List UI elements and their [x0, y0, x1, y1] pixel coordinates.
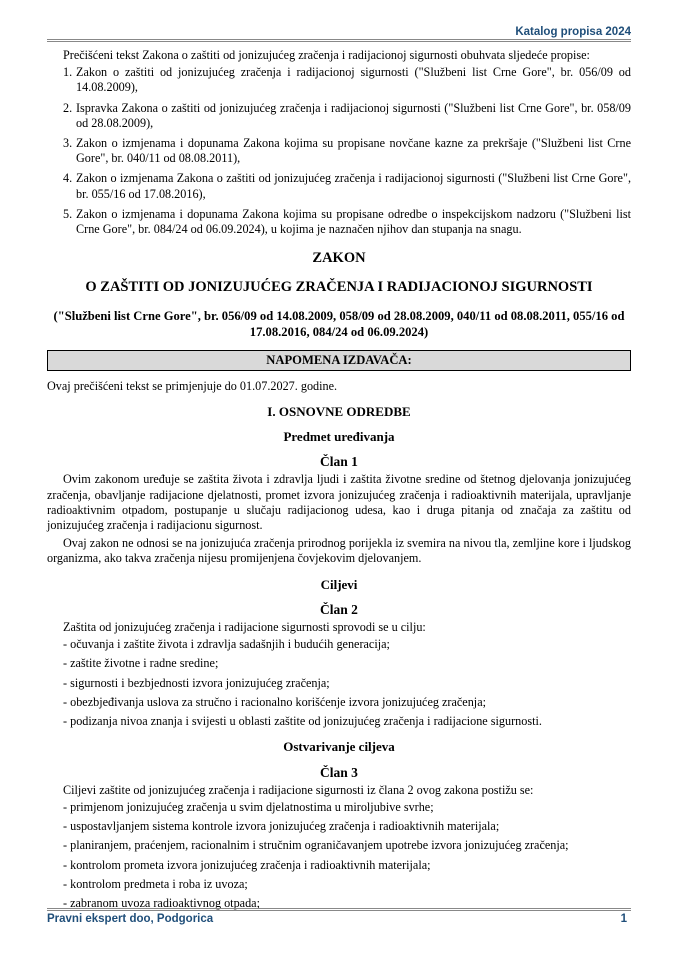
header-rule — [47, 39, 631, 42]
subject-heading: Predmet uređivanja — [283, 429, 395, 445]
amendments-list — [47, 65, 631, 237]
list-item: - obezbjeđivanja uslova za stručno i racionalno korišćenje izvora jonizujućeg zračenja; — [63, 694, 486, 709]
document-body — [47, 48, 631, 915]
list-item: - primjenom jonizujućeg zračenja u svim djelatnostima u miroljubive svrhe; — [63, 799, 434, 814]
article-title: Član 3 — [320, 764, 358, 780]
amendment-item: 3. Zakon o izmjenama i dopunama Zakona kojima su propisane novčane kazne za prekršaje ("Službeni list Crne Gore", br. 040/11 od 08.08.2011), — [63, 136, 631, 166]
gazette-reference: ("Službeni list Crne Gore", br. 056/09 od 14.08.2009, 058/09 od 28.08.2009, 040/11 od 08.08.2011, 055/16 od 17.08.2016, 084/24 od 06.09.2024) — [53, 308, 625, 339]
amendment-item: 4. Zakon o izmjenama Zakona o zaštiti od jonizujućeg zračenja i radijacionoj sigurnosti ("Službeni list Crne Gore", br. 055/16 od 17.08.2016), — [63, 171, 631, 201]
article-intro: Ciljevi zaštite od jonizujućeg zračenja i radijacione sigurnosti iz člana 2 ovog zakona postižu se: — [63, 782, 534, 797]
law-subtitle: O ZAŠTITI OD JONIZUJUĆEG ZRAČENJA I RADIJACIONOJ SIGURNOSTI — [85, 279, 593, 296]
publisher-note-text: Ovaj prečišćeni tekst se primjenjuje do 01.07.2027. godine. — [47, 378, 338, 393]
amendment-item: 2. Ispravka Zakona o zaštiti od jonizujućeg zračenja i radijacionoj sigurnosti ("Službeni list Crne Gore", br. 058/09 od 28.08.2009), — [63, 100, 631, 130]
footer-rule — [47, 908, 631, 911]
amendment-item: 1. Zakon o zaštiti od jonizujućeg zračenja i radijacionoj sigurnosti ("Službeni list Crne Gore", br. 056/09 od 14.08.2009), — [63, 65, 631, 95]
law-title: ZAKON — [312, 250, 366, 267]
list-item: - kontrolom prometa izvora jonizujućeg zračenja i radioaktivnih materijala; — [63, 857, 431, 872]
amendment-item: 5. Zakon o izmjenama i dopunama Zakona kojima su propisane odredbe o inspekcijskom nadzoru ("Službeni list Crne Gore", br. 084/24 od 06.09.2024), u kojima je naznačen njihov dan stupanja na snagu. — [63, 206, 631, 237]
article-intro: Zaštita od jonizujućeg zračenja i radijacione sigurnosti sprovodi se u cilju: — [63, 620, 426, 635]
article-title: Član 2 — [320, 601, 358, 617]
footer-publisher: Pravni ekspert doo, Podgorica — [47, 913, 214, 925]
article-title: Član 1 — [320, 454, 358, 470]
section-title: I. OSNOVNE ODREDBE — [267, 403, 411, 419]
list-item: - planiranjem, praćenjem, racionalnim i stručnim ograničavanjem upotrebe izvora jonizujućeg zračenja; — [63, 838, 569, 853]
page-number: 1 — [620, 913, 627, 925]
subject-heading: Ostvarivanje ciljeva — [283, 739, 395, 755]
subject-heading: Ciljevi — [320, 576, 358, 592]
list-item: - kontrolom predmeta i roba iz uvoza; — [63, 876, 248, 891]
article-paragraph: Ovaj zakon ne odnosi se na jonizujuća zračenja prirodnog porijekla iz svemira na nivou tla, zemljine kore i ljudskog organizma, ako takva zračenja nijesu promijenjena čovjekovim djelovanjem. — [47, 536, 631, 566]
list-item: - podizanja nivoa znanja i svijesti u oblasti zaštite od jonizujućeg zračenja i radijacione sigurnosti. — [63, 714, 542, 729]
list-item: - zabranom uvoza radioaktivnog otpada; — [63, 895, 260, 910]
catalog-header: Katalog propisa 2024 — [511, 26, 631, 38]
article-list — [47, 637, 631, 729]
article-paragraph: Ovim zakonom uređuje se zaštita života i zdravlja ljudi i zaštita životne sredine od štetnog djelovanja jonizujućeg zračenja, obavljanje radijacione djelatnosti, promet izvora jonizujućeg zračenja i radioaktivnih materijala, upravljanje radioaktivnim otpadom, postupanje u slučaju radijacionog udesa, kao i druga pitanja od značaja za zaštitu od jonizujućeg zračenja i radijacionu sigurnost. — [47, 472, 631, 533]
list-item: - očuvanja i zaštite života i zdravlja sadašnjih i budućih generacija; — [63, 637, 390, 652]
publisher-note-heading: NAPOMENA IZDAVAČA: — [47, 350, 631, 371]
article-list — [47, 800, 631, 911]
intro-text: Prečišćeni tekst Zakona o zaštiti od jonizujućeg zračenja i radijacionoj sigurnosti obuhvata sljedeće propise: — [63, 48, 590, 62]
list-item: - zaštite životne i radne sredine; — [63, 656, 219, 671]
list-item: - uspostavljanjem sistema kontrole izvora jonizujućeg zračenja i radioaktivnih materijala; — [63, 819, 500, 834]
list-item: - sigurnosti i bezbjednosti izvora jonizujućeg zračenja; — [63, 675, 330, 690]
